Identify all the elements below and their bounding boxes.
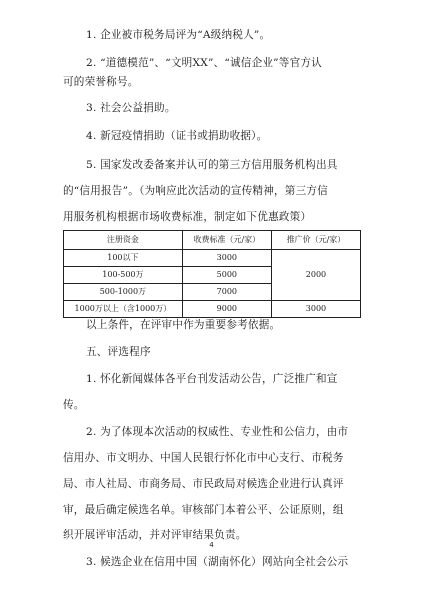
section-heading: 五、评选程序 xyxy=(86,346,151,358)
cell-standard: 3000 xyxy=(182,250,271,267)
cell-standard: 7000 xyxy=(182,284,271,301)
paragraph-line: 3. 候选企业在信用中国（湖南怀化）网站向全社会公示 xyxy=(86,556,349,568)
header-capital: 注册资金 xyxy=(64,231,183,250)
header-promo: 推广价（元/家） xyxy=(271,231,360,250)
cell-standard: 9000 xyxy=(182,301,271,318)
paragraph-line: 2. 为了体现本次活动的权威性、专业性和公信力，由市 xyxy=(86,426,349,438)
paragraph-line: 1. 企业被市税务局评为“A级纳税人”。 xyxy=(86,29,271,41)
paragraph-line: 以上条件，在评审中作为重要参考依据。 xyxy=(86,319,281,331)
paragraph-line: 可的荣誉称号。 xyxy=(63,76,139,88)
paragraph-line: 1. 怀化新闻媒体各平台刊发活动公告，广泛推广和宣 xyxy=(86,373,338,385)
paragraph-line: 传。 xyxy=(63,399,85,411)
cell-capital: 1000万以上（含1000万） xyxy=(64,301,183,318)
paragraph-line: 3. 社会公益捐助。 xyxy=(86,102,176,114)
paragraph-line: 局、市人社局、市商务局、市民政局对候选企业进行认真评 xyxy=(63,478,344,490)
paragraph-line: 信用办、市文明办、中国人民银行怀化市中心支行、市税务 xyxy=(63,452,344,464)
paragraph-line: 2. “道德模范”、“文明XX”、“诚信企业”等官方认 xyxy=(86,57,322,69)
paragraph-line: 4. 新冠疫情捐助（证书或捐助收据）。 xyxy=(86,130,268,142)
paragraph-line: 审，最后确定候选名单。审核部门本着公平、公证原则，组 xyxy=(63,504,344,516)
table-row xyxy=(64,250,361,267)
page-number: 4 xyxy=(209,541,214,549)
paragraph-line: 用服务机构根据市场收费标准，制定如下优惠政策） xyxy=(63,211,312,223)
header-standard: 收费标准（元/家） xyxy=(182,231,271,250)
cell-capital: 500-1000万 xyxy=(64,284,183,301)
paragraph-line: 的“信用报告”。（为响应此次活动的宣传精神，第三方信 xyxy=(63,185,328,197)
cell-capital: 100以下 xyxy=(64,250,183,267)
fee-table xyxy=(63,230,361,318)
cell-promo: 2000 xyxy=(271,250,360,301)
paragraph-line: 织开展评审活动，并对评审结果负责。 xyxy=(63,529,247,541)
table-row xyxy=(64,301,361,318)
paragraph-line: 5. 国家发改委备案并认可的第三方信用服务机构出具 xyxy=(86,159,338,171)
cell-capital: 100-500万 xyxy=(64,267,183,284)
table-header-row xyxy=(64,231,361,250)
cell-promo: 3000 xyxy=(271,301,360,318)
cell-standard: 5000 xyxy=(182,267,271,284)
